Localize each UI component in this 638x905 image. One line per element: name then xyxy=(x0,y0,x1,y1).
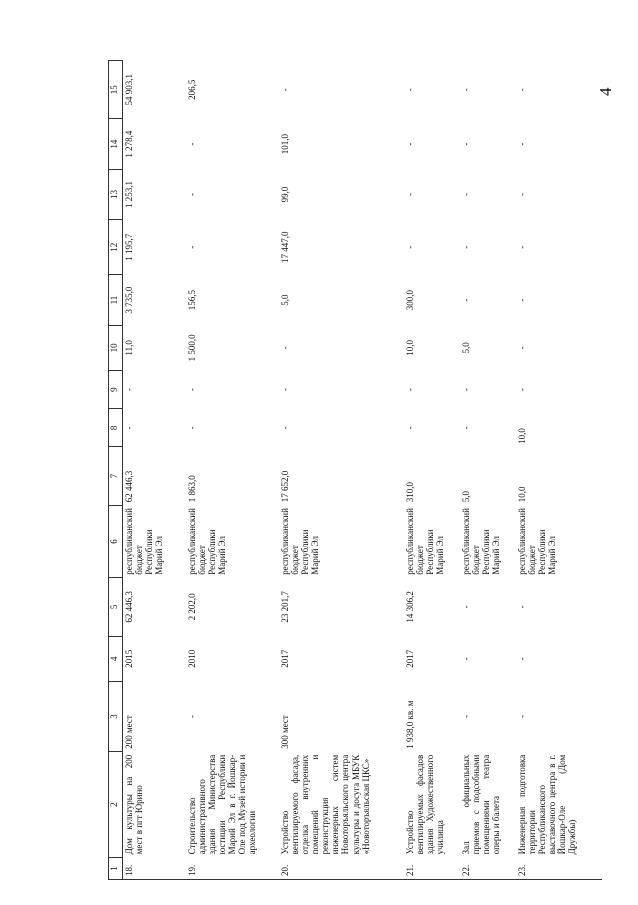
capacity: - xyxy=(517,715,527,719)
year: - xyxy=(461,657,471,661)
value-col-8: - xyxy=(405,426,415,430)
funding-source: республиканский бюджет Республики Марий Эл xyxy=(124,508,165,575)
value-col-8: - xyxy=(124,426,134,430)
year: - xyxy=(517,657,527,661)
value-col-15: 206,5 xyxy=(187,79,197,100)
col-13-header: 13 xyxy=(109,169,123,219)
value-col-10: 5,0 xyxy=(461,342,471,354)
funding-source: республиканский бюджет Республики Марий Эл xyxy=(280,508,321,575)
value-col-15: - xyxy=(280,88,290,92)
estimated-cost: - xyxy=(517,605,527,609)
col-2-header: 2 xyxy=(109,752,123,858)
estimated-cost: - xyxy=(461,605,471,609)
row-number: 21. xyxy=(404,857,460,879)
table-row xyxy=(279,61,404,880)
value-col-11: 5,0 xyxy=(280,294,290,306)
col-15-header: 15 xyxy=(109,61,123,120)
col-14-header: 14 xyxy=(109,119,123,169)
value-col-9: - xyxy=(187,388,197,392)
value-col-11: 300,0 xyxy=(405,289,415,311)
object-name: Устройство вентилируемых фасадов здания Художественного училища xyxy=(405,754,446,855)
value-col-15: - xyxy=(461,88,471,92)
value-col-13: - xyxy=(405,192,415,196)
value-col-13: 1 253,1 xyxy=(124,180,134,208)
funding-source: республиканский бюджет Республики Марий Эл xyxy=(187,508,228,575)
value-col-10: 10,0 xyxy=(405,339,415,356)
row-number: 23. xyxy=(516,857,602,879)
value-col-7: 17 652,0 xyxy=(280,470,290,503)
value-col-7: 10,0 xyxy=(517,486,527,503)
value-col-8: 10,0 xyxy=(517,428,527,444)
object-name: Инженерная подготовка территории Республиканского выставочного центра в г. Йошкар-Оле (Дом Дружбы) xyxy=(517,754,578,855)
table-row xyxy=(404,61,460,880)
value-col-9: - xyxy=(517,388,527,392)
value-col-7: 62 446,3 xyxy=(124,470,134,503)
estimated-cost: 23 201,7 xyxy=(280,591,290,623)
value-col-8: - xyxy=(187,426,197,430)
object-name: Дом культуры на 200 мест в пгт Юрино xyxy=(124,754,145,855)
value-col-15: - xyxy=(405,88,415,92)
estimated-cost: 62 446,3 xyxy=(124,591,134,623)
value-col-14: - xyxy=(187,142,197,146)
col-9-header: 9 xyxy=(109,370,123,408)
col-10-header: 10 xyxy=(109,325,123,370)
value-col-14: - xyxy=(461,142,471,146)
value-col-13: 99,0 xyxy=(280,186,290,203)
value-col-10: - xyxy=(280,346,290,350)
estimated-cost: 14 306,2 xyxy=(405,591,415,623)
col-7-header: 7 xyxy=(109,447,123,505)
capacity: - xyxy=(187,715,197,719)
table-row xyxy=(516,61,602,880)
value-col-11: - xyxy=(517,298,527,302)
value-col-8: - xyxy=(461,426,471,430)
value-col-14: 1 278,4 xyxy=(124,130,134,158)
funding-source: республиканский бюджет Республики Марий Эл xyxy=(517,508,558,575)
value-col-12: - xyxy=(187,245,197,249)
funding-source: республиканский бюджет Республики Марий Эл xyxy=(461,508,502,575)
capacity: 1 938,0 кв. м xyxy=(405,700,415,749)
value-col-13: - xyxy=(517,192,527,196)
value-col-9: - xyxy=(405,388,415,392)
value-col-11: 3 735,0 xyxy=(124,286,134,314)
table-row xyxy=(460,61,516,880)
object-name: Устройство вентилируемого фасада, отделка внутренних помещений и реконструкция инженерных систем Новоторъяльского центра культуры и досуга МБУК «Новоторъяльская ЦКС» xyxy=(280,754,371,855)
funding-source: республиканский бюджет Республики Марий Эл xyxy=(405,508,446,575)
value-col-10: 11,0 xyxy=(124,340,134,356)
value-col-13: - xyxy=(461,192,471,196)
col-3-header: 3 xyxy=(109,681,123,751)
value-col-15: 54 903,1 xyxy=(124,74,134,106)
value-col-8: - xyxy=(280,426,290,430)
col-1-header: 1 xyxy=(109,857,123,879)
rotated-table-container xyxy=(108,60,610,880)
capacity: - xyxy=(461,715,471,719)
row-number: 20. xyxy=(279,857,404,879)
col-12-header: 12 xyxy=(109,220,123,275)
value-col-10: - xyxy=(517,346,527,350)
col-11-header: 11 xyxy=(109,275,123,325)
page-number: 4 xyxy=(596,87,615,96)
value-col-11: - xyxy=(461,298,471,302)
year: 2010 xyxy=(187,649,197,668)
value-col-14: 101,0 xyxy=(280,134,290,155)
col-6-header: 6 xyxy=(109,505,123,577)
value-col-15: - xyxy=(517,88,527,92)
investment-table xyxy=(108,60,602,880)
object-name: Зал официальных приемов с подсобными помещениями театра оперы и балета xyxy=(461,754,502,855)
table-row xyxy=(186,61,279,880)
capacity: 300 мест xyxy=(280,715,290,749)
value-col-12: - xyxy=(405,245,415,249)
value-col-7: 5,0 xyxy=(461,491,471,503)
value-col-11: 156,5 xyxy=(187,289,197,311)
value-col-7: 1 863,0 xyxy=(187,475,197,503)
col-4-header: 4 xyxy=(109,636,123,681)
col-8-header: 8 xyxy=(109,409,123,447)
row-number: 19. xyxy=(186,857,279,879)
value-col-12: 17 447,0 xyxy=(280,231,290,264)
object-name: Строительство административного здания Министерства юстиции Республики Марий Эл в г. Йошкар-Оле под Музей истории и археологии xyxy=(187,754,258,855)
value-col-7: 310,0 xyxy=(405,482,415,503)
capacity: 200 мест xyxy=(124,715,134,749)
value-col-12: - xyxy=(461,245,471,249)
value-col-14: - xyxy=(405,142,415,146)
estimated-cost: 2 202,0 xyxy=(187,593,197,621)
row-number: 22. xyxy=(460,857,516,879)
col-5-header: 5 xyxy=(109,578,123,636)
column-number-row xyxy=(109,61,123,880)
year: 2015 xyxy=(124,649,134,668)
value-col-12: - xyxy=(517,245,527,249)
value-col-9: - xyxy=(461,388,471,392)
value-col-14: - xyxy=(517,142,527,146)
row-number: 18. xyxy=(123,857,187,879)
year: 2017 xyxy=(405,649,415,668)
value-col-9: - xyxy=(280,388,290,392)
value-col-12: 1 195,7 xyxy=(124,233,134,261)
value-col-9: - xyxy=(124,388,134,392)
value-col-10: 1 500,0 xyxy=(187,334,197,362)
table-row xyxy=(123,61,187,880)
year: 2017 xyxy=(280,649,290,668)
value-col-13: - xyxy=(187,192,197,196)
